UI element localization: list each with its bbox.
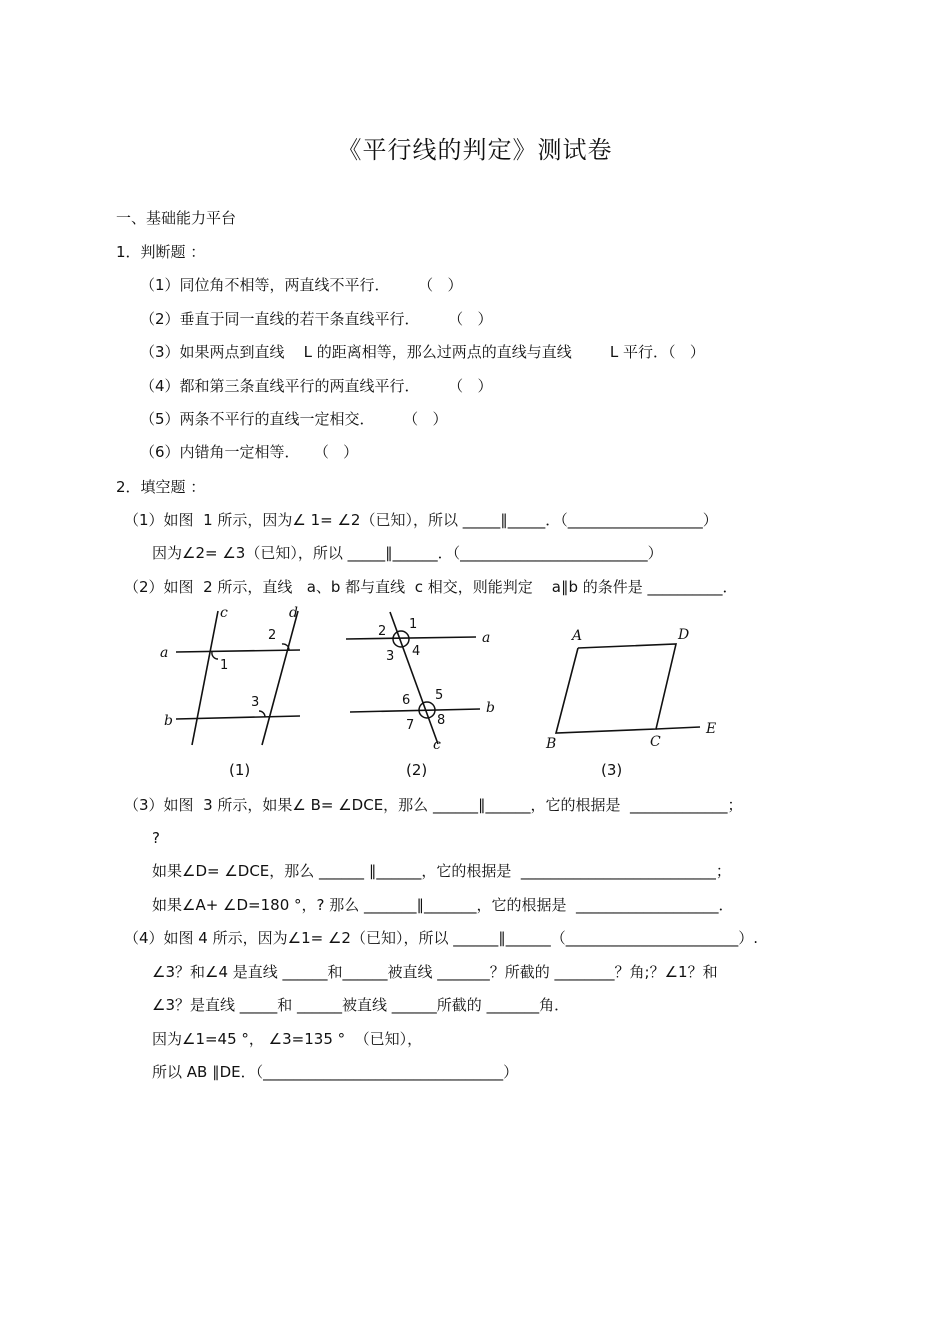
q2-part-2: （2）如图 2 所示，直线 a、b 都与直线 c 相交，则能判定 a∥b 的条件是 __________． <box>124 578 738 596</box>
fig2-label-2: 2 <box>378 624 387 639</box>
fig1-label-2: 2 <box>268 628 277 643</box>
fig1-label-1: 1 <box>220 658 229 673</box>
fig1-label-b: b <box>164 713 173 729</box>
fig2-label-a: a <box>482 630 491 646</box>
q1-item-4: （4）都和第三条直线平行的两直线平行． （ ） <box>140 377 493 395</box>
fig3-label-B: B <box>546 736 557 752</box>
q2-part-4e: 所以 AB ∥DE．（________________________________） <box>152 1063 519 1081</box>
figure-1-caption: (1) <box>229 761 251 779</box>
question-1-heading: 1．判断题 ： <box>116 243 206 261</box>
fig2-label-1: 1 <box>409 617 418 632</box>
q1-item-5: （5）两条不平行的直线一定相交． （ ） <box>140 410 448 428</box>
q2-part-4c: ∠3？是直线 _____和 ______被直线 ______所截的 _______角． <box>152 996 570 1014</box>
fig1-label-a: a <box>160 645 169 661</box>
page-title: 《平行线的判定》测试卷 <box>337 136 613 164</box>
fig1-label-3: 3 <box>251 695 260 710</box>
q2-part-1b: 因为∠2= ∠3（已知），所以 _____∥______．（_________________________） <box>152 544 663 562</box>
fig3-label-D: D <box>678 627 690 643</box>
figure-1 <box>158 603 308 753</box>
fig2-label-8: 8 <box>437 713 446 728</box>
q2-part-3a: （3）如图 3 所示，如果∠ B= ∠DCE，那么 ______∥______，它的根据是 _____________； <box>124 796 743 814</box>
q1-item-6: （6）内错角一定相等． （ ） <box>140 443 359 461</box>
fig3-label-C: C <box>650 734 661 750</box>
q2-part-3b: 如果∠D= ∠DCE，那么 ______ ∥______，它的根据是 __________________________； <box>152 862 731 880</box>
figure-2-caption: (2) <box>406 761 428 779</box>
q2-part-4b: ∠3？和∠4 是直线 ______和______被直线 _______？所截的 ________？角;？∠1？和 <box>152 963 718 981</box>
fig3-label-E: E <box>706 721 717 737</box>
fig3-label-A: A <box>572 628 583 644</box>
fig1-label-d: d <box>289 605 298 621</box>
q1-item-1: （1）同位角不相等，两直线不平行． （ ） <box>140 276 463 294</box>
q2-part-3-mark: ? <box>152 829 160 847</box>
q1-item-3: （3）如果两点到直线 L 的距离相等，那么过两点的直线与直线 L 平行．（ ） <box>140 343 705 361</box>
fig2-label-c: c <box>433 737 441 753</box>
fig2-label-7: 7 <box>406 718 415 733</box>
section-heading: 一、基础能力平台 <box>116 209 237 227</box>
q2-part-1a: （1）如图 1 所示，因为∠ 1= ∠2（已知），所以 _____∥_____．（__________________） <box>124 511 718 529</box>
figure-3 <box>540 622 730 754</box>
q2-part-3c: 如果∠A+ ∠D=180 °，? 那么 _______∥_______，它的根据是 ___________________． <box>152 896 734 914</box>
fig2-label-4: 4 <box>412 644 421 659</box>
question-2-heading: 2．填空题 ： <box>116 478 206 496</box>
fig2-label-5: 5 <box>435 688 444 703</box>
q1-item-2: （2）垂直于同一直线的若干条直线平行． （ ） <box>140 310 493 328</box>
fig1-label-c: c <box>220 605 228 621</box>
fig2-label-b: b <box>486 700 495 716</box>
q2-part-4d: 因为∠1=45 °， ∠3=135 ° （已知）， <box>152 1030 423 1048</box>
fig2-label-6: 6 <box>402 693 411 708</box>
figure-2 <box>340 606 510 756</box>
q2-part-4a: （4）如图 4 所示，因为∠1= ∠2（已知），所以 ______∥______（_______________________）. <box>124 929 758 947</box>
figure-3-caption: (3) <box>601 761 623 779</box>
fig2-label-3: 3 <box>386 649 395 664</box>
